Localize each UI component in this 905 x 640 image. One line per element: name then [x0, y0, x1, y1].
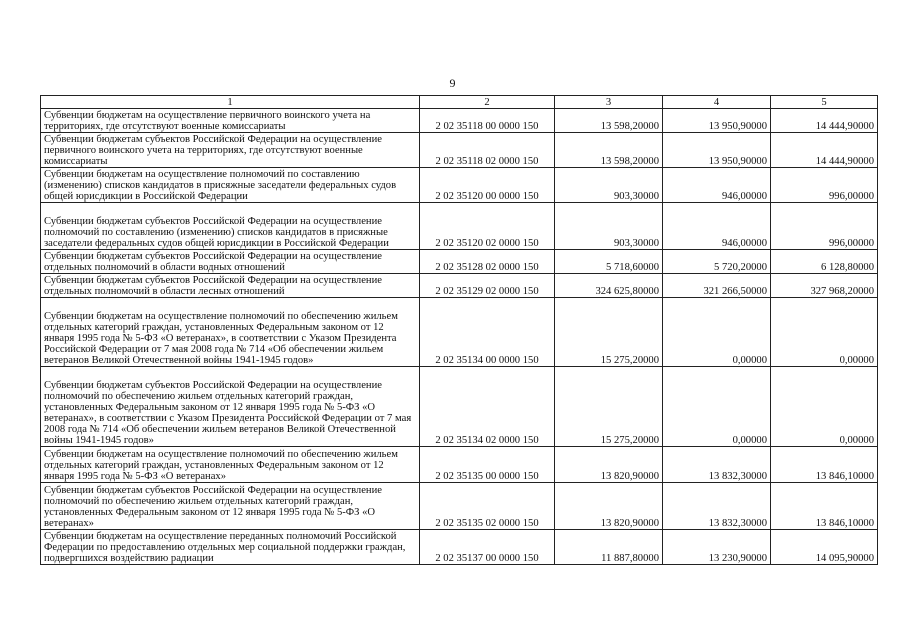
row-value: 0,00000 — [663, 298, 771, 367]
row-description: Субвенции бюджетам на осуществление полномочий по обеспечению жильем отдельных категорий граждан, установленных Федеральным законом от 12 января 1995 года № 5-ФЗ «О ветеранах» — [41, 447, 420, 483]
table-row — [41, 168, 878, 203]
row-code: 2 02 35120 02 0000 150 — [420, 203, 555, 250]
row-description: Субвенции бюджетам на осуществление полномочий по составлению (изменению) списков кандидатов в присяжные заседатели федеральных судов общей юрисдикции в Российской Федерации — [41, 168, 420, 203]
row-value: 324 625,80000 — [555, 274, 663, 298]
row-value: 14 095,90000 — [771, 530, 878, 565]
row-value: 13 820,90000 — [555, 447, 663, 483]
row-value: 5 720,20000 — [663, 250, 771, 274]
row-value: 13 598,20000 — [555, 133, 663, 168]
row-code: 2 02 35120 00 0000 150 — [420, 168, 555, 203]
column-header: 5 — [771, 96, 878, 109]
row-description: Субвенции бюджетам субъектов Российской Федерации на осуществление первичного воинского учета на территориях, где отсутствуют военные комиссариаты — [41, 133, 420, 168]
row-code: 2 02 35137 00 0000 150 — [420, 530, 555, 565]
table-row — [41, 133, 878, 168]
row-description: Субвенции бюджетам на осуществление первичного воинского учета на территориях, где отсутствуют военные комиссариаты — [41, 109, 420, 133]
row-value: 0,00000 — [771, 367, 878, 447]
row-value: 13 950,90000 — [663, 109, 771, 133]
table-header-row — [41, 96, 878, 109]
row-value: 11 887,80000 — [555, 530, 663, 565]
row-description: Субвенции бюджетам субъектов Российской Федерации на осуществление полномочий по составлению (изменению) списков кандидатов в присяжные заседатели федеральных судов общей юрисдикции в Российской Федерации — [41, 203, 420, 250]
table-row — [41, 483, 878, 530]
column-header: 3 — [555, 96, 663, 109]
row-description: Субвенции бюджетам на осуществление переданных полномочий Российской Федерации по предоставлению отдельных мер социальной поддержки граждан, подвергшихся воздействию радиации — [41, 530, 420, 565]
table-row — [41, 274, 878, 298]
row-value: 13 598,20000 — [555, 109, 663, 133]
row-code: 2 02 35134 00 0000 150 — [420, 298, 555, 367]
page-number: 9 — [449, 76, 456, 90]
row-value: 903,30000 — [555, 168, 663, 203]
column-header: 4 — [663, 96, 771, 109]
table-row — [41, 447, 878, 483]
row-value: 14 444,90000 — [771, 133, 878, 168]
row-code: 2 02 35118 00 0000 150 — [420, 109, 555, 133]
row-value: 327 968,20000 — [771, 274, 878, 298]
row-value: 13 846,10000 — [771, 483, 878, 530]
row-value: 0,00000 — [771, 298, 878, 367]
column-header: 1 — [41, 96, 420, 109]
row-value: 946,00000 — [663, 168, 771, 203]
table-row — [41, 109, 878, 133]
table-row — [41, 530, 878, 565]
table-row — [41, 367, 878, 447]
column-header: 2 — [420, 96, 555, 109]
budget-table — [40, 95, 878, 565]
row-description: Субвенции бюджетам на осуществление полномочий по обеспечению жильем отдельных категорий граждан, установленных Федеральным законом от 12 января 1995 года № 5-ФЗ «О ветеранах», в соответствии с Указом Президента Российской Федерации от 7 мая 2008 года № 714 «Об обеспечении жильем ветеранов Великой Отечественной войны 1941-1945 годов» — [41, 298, 420, 367]
row-value: 5 718,60000 — [555, 250, 663, 274]
row-value: 996,00000 — [771, 168, 878, 203]
row-value: 13 832,30000 — [663, 483, 771, 530]
row-value: 903,30000 — [555, 203, 663, 250]
row-code: 2 02 35135 00 0000 150 — [420, 447, 555, 483]
row-description: Субвенции бюджетам субъектов Российской Федерации на осуществление отдельных полномочий в области лесных отношений — [41, 274, 420, 298]
table-row — [41, 250, 878, 274]
row-value: 13 846,10000 — [771, 447, 878, 483]
row-value: 996,00000 — [771, 203, 878, 250]
row-value: 13 230,90000 — [663, 530, 771, 565]
row-code: 2 02 35134 02 0000 150 — [420, 367, 555, 447]
row-description: Субвенции бюджетам субъектов Российской Федерации на осуществление отдельных полномочий в области водных отношений — [41, 250, 420, 274]
row-value: 13 950,90000 — [663, 133, 771, 168]
row-value: 15 275,20000 — [555, 367, 663, 447]
row-code: 2 02 35118 02 0000 150 — [420, 133, 555, 168]
row-code: 2 02 35135 02 0000 150 — [420, 483, 555, 530]
row-value: 13 832,30000 — [663, 447, 771, 483]
table-row — [41, 203, 878, 250]
row-value: 15 275,20000 — [555, 298, 663, 367]
row-description: Субвенции бюджетам субъектов Российской Федерации на осуществление полномочий по обеспечению жильем отдельных категорий граждан, установленных Федеральным законом от 12 января 1995 года № 5-ФЗ «О ветеранах» — [41, 483, 420, 530]
row-value: 0,00000 — [663, 367, 771, 447]
row-value: 321 266,50000 — [663, 274, 771, 298]
table-row — [41, 298, 878, 367]
row-code: 2 02 35129 02 0000 150 — [420, 274, 555, 298]
row-value: 946,00000 — [663, 203, 771, 250]
row-value: 6 128,80000 — [771, 250, 878, 274]
row-code: 2 02 35128 02 0000 150 — [420, 250, 555, 274]
row-value: 13 820,90000 — [555, 483, 663, 530]
row-value: 14 444,90000 — [771, 109, 878, 133]
row-description: Субвенции бюджетам субъектов Российской Федерации на осуществление полномочий по обеспечению жильем отдельных категорий граждан, установленных Федеральным законом от 12 января 1995 года № 5-ФЗ «О ветеранах», в соответствии с Указом Президента Российской Федерации от 7 мая 2008 года № 714 «Об обеспечении жильем ветеранов Великой Отечественной войны 1941-1945 годов» — [41, 367, 420, 447]
